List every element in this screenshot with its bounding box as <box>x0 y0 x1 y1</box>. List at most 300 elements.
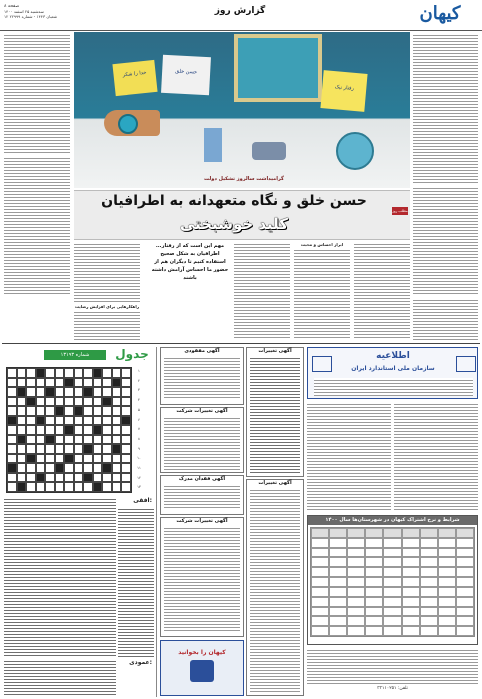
table-cell <box>347 577 365 587</box>
crossword-black-cell <box>55 463 65 473</box>
crossword-cell <box>93 378 103 388</box>
crossword-cell <box>45 454 55 464</box>
table-cell <box>347 626 365 636</box>
table-cell <box>329 548 347 558</box>
headline-band <box>74 190 410 240</box>
ad-box: آگهی فقدان مدرک <box>160 475 244 515</box>
car-toy-icon <box>252 142 286 160</box>
crossword-clues-h <box>4 497 116 657</box>
crossword-cell <box>7 473 17 483</box>
crossword-title: جدول <box>115 347 149 361</box>
article-col <box>4 156 70 296</box>
crossword-cell <box>36 397 46 407</box>
crossword-cell <box>102 482 112 492</box>
crossword-cell <box>102 416 112 426</box>
crossword-black-cell <box>17 387 27 397</box>
crossword-cell <box>55 397 65 407</box>
article-col <box>413 298 478 340</box>
article-col <box>74 310 140 340</box>
crossword-cell <box>102 425 112 435</box>
crossword-cell <box>17 378 27 388</box>
page-meta <box>4 4 64 19</box>
ad-box: آگهی تغییرات شرکت <box>160 517 244 637</box>
crossword-cell <box>7 454 17 464</box>
table-cell <box>420 567 438 577</box>
crossword-cell <box>45 416 55 426</box>
table-cell <box>438 577 456 587</box>
table-cell <box>402 577 420 587</box>
crossword-cell <box>74 368 84 378</box>
crossword-cell <box>83 435 93 445</box>
table-cell <box>438 538 456 548</box>
crossword-cell <box>83 425 93 435</box>
crossword-cell <box>83 416 93 426</box>
crossword-cell <box>17 368 27 378</box>
crossword-cell <box>121 368 131 378</box>
illustration-caption: گرامیداشت سالروز تشکیل دولت <box>204 176 284 182</box>
crossword-cell <box>64 444 74 454</box>
table-cell <box>383 528 401 538</box>
crossword-cell <box>74 444 84 454</box>
crossword-black-cell <box>93 482 103 492</box>
crossword-cell <box>102 406 112 416</box>
crossword-cell <box>93 454 103 464</box>
table-cell <box>365 607 383 617</box>
crossword-cell <box>93 435 103 445</box>
table-cell <box>438 548 456 558</box>
table-cell <box>311 557 329 567</box>
table-cell <box>402 607 420 617</box>
crossword-black-cell <box>93 425 103 435</box>
table-cell <box>456 548 474 558</box>
crossword-black-cell <box>7 416 17 426</box>
crossword-cell <box>45 378 55 388</box>
crossword-cell <box>17 406 27 416</box>
crossword-cell <box>112 425 122 435</box>
crossword-cell <box>64 416 74 426</box>
table-cell <box>402 538 420 548</box>
crossword-cell <box>55 378 65 388</box>
crossword-cell <box>64 435 74 445</box>
article-col <box>294 248 350 340</box>
crossword-cell <box>45 425 55 435</box>
crossword-cell <box>36 463 46 473</box>
horizontal-label: افقی: <box>133 497 152 504</box>
crossword-cell <box>17 397 27 407</box>
subscription-table <box>307 515 478 645</box>
sticky-note: حسن خلق <box>161 55 211 95</box>
table-cell <box>383 587 401 597</box>
section-title: گزارش روز <box>214 6 266 16</box>
crossword-col-numbers: ۱ ۲ ۳ ۴ ۵ ۶ ۷ ۸ ۹ ۱۰ ۱۱ ۱۲ ۱۳ <box>137 369 141 490</box>
crossword-cell <box>83 406 93 416</box>
crossword-cell <box>64 482 74 492</box>
crossword-cell <box>74 463 84 473</box>
crossword-cell <box>102 368 112 378</box>
table-cell <box>311 616 329 626</box>
crossword-cell <box>55 387 65 397</box>
table-cell <box>347 548 365 558</box>
table-cell <box>402 557 420 567</box>
crossword-cell <box>45 482 55 492</box>
sticky-note: خدا را شکر <box>112 60 157 96</box>
table-cell <box>420 607 438 617</box>
crossword-cell <box>7 378 17 388</box>
table-cell <box>365 577 383 587</box>
table-cell <box>438 557 456 567</box>
crossword-cell <box>26 368 36 378</box>
crossword-cell <box>121 387 131 397</box>
logo-text: کیهان <box>419 3 461 24</box>
crossword-cell <box>112 435 122 445</box>
crossword <box>4 347 154 697</box>
crossword-cell <box>74 435 84 445</box>
crossword-cell <box>74 397 84 407</box>
crossword-cell <box>55 435 65 445</box>
promo-banner <box>160 640 244 696</box>
table-cell <box>438 567 456 577</box>
table-cell <box>347 616 365 626</box>
globe-icon <box>336 132 374 170</box>
crossword-cell <box>74 416 84 426</box>
table-cell <box>329 567 347 577</box>
crossword-cell <box>112 406 122 416</box>
crossword-number: شماره ۱۳۱۹۳ <box>44 350 106 360</box>
table-cell <box>365 528 383 538</box>
table-cell <box>383 567 401 577</box>
text-column-right-top <box>413 33 478 183</box>
table-cell <box>438 587 456 597</box>
crossword-cell <box>36 378 46 388</box>
table-cell <box>456 538 474 548</box>
crossword-cell <box>121 473 131 483</box>
crossword-cell <box>93 463 103 473</box>
table-cell <box>383 548 401 558</box>
crossword-cell <box>55 482 65 492</box>
article-col <box>413 186 478 296</box>
table-cell <box>383 626 401 636</box>
table-cell <box>438 616 456 626</box>
crossword-cell <box>7 387 17 397</box>
crossword-cell <box>121 425 131 435</box>
crossword-cell <box>112 397 122 407</box>
crossword-cell <box>102 378 112 388</box>
table-cell <box>365 538 383 548</box>
crossword-cell <box>74 454 84 464</box>
table-cell <box>311 607 329 617</box>
crossword-cell <box>112 454 122 464</box>
table-cell <box>383 616 401 626</box>
table-cell <box>329 528 347 538</box>
table-cell <box>402 528 420 538</box>
table-cell <box>402 616 420 626</box>
table-cell <box>365 557 383 567</box>
crossword-cell <box>121 454 131 464</box>
crossword-cell <box>26 425 36 435</box>
table-cell <box>311 626 329 636</box>
table-cell <box>347 528 365 538</box>
crossword-cell <box>83 368 93 378</box>
crossword-black-cell <box>112 444 122 454</box>
crossword-cell <box>74 425 84 435</box>
masthead <box>0 0 482 31</box>
crossword-cell <box>93 416 103 426</box>
crossword-cell <box>7 406 17 416</box>
crossword-cell <box>45 406 55 416</box>
crossword-cell <box>26 463 36 473</box>
crossword-cell <box>26 416 36 426</box>
table-cell <box>383 538 401 548</box>
crossword-cell <box>74 387 84 397</box>
crossword-cell <box>17 444 27 454</box>
crossword-black-cell <box>17 435 27 445</box>
crossword-clues-h <box>118 507 154 657</box>
crossword-cell <box>121 463 131 473</box>
table-cell <box>420 587 438 597</box>
crossword-cell <box>26 473 36 483</box>
crossword-cell <box>64 387 74 397</box>
crossword-cell <box>17 416 27 426</box>
crossword-black-cell <box>55 406 65 416</box>
table-cell <box>420 528 438 538</box>
table-cell <box>365 597 383 607</box>
table-cell <box>402 587 420 597</box>
crossword-cell <box>93 387 103 397</box>
crossword-cell <box>36 482 46 492</box>
vertical-label: عمودی: <box>129 659 152 666</box>
crossword-cell <box>55 444 65 454</box>
promo-banner-text: کیهان را بخوانید <box>178 649 226 656</box>
crossword-black-cell <box>74 406 84 416</box>
table-cell <box>383 557 401 567</box>
crossword-cell <box>64 463 74 473</box>
crossword-cell <box>64 397 74 407</box>
crossword-cell <box>36 435 46 445</box>
divider <box>2 343 480 344</box>
window-frame <box>234 34 322 102</box>
crossword-cell <box>64 406 74 416</box>
headline: حسن خلق و نگاه متعهدانه به اطرافیان <box>101 193 367 209</box>
table-cell <box>456 587 474 597</box>
table-cell <box>456 557 474 567</box>
crossword-cell <box>112 416 122 426</box>
crossword-black-cell <box>102 397 112 407</box>
crossword-cell <box>26 444 36 454</box>
notice-box: آگهی تغییرات <box>246 347 304 477</box>
table-cell <box>438 528 456 538</box>
crossword-clues-v <box>4 659 116 695</box>
crossword-cell <box>45 463 55 473</box>
crossword-black-cell <box>93 368 103 378</box>
crossword-black-cell <box>45 387 55 397</box>
crossword-black-cell <box>102 463 112 473</box>
crossword-black-cell <box>36 416 46 426</box>
date-line-1: سه‌شنبه ۲۵ اسفند ۱۴۰۰ <box>4 9 44 14</box>
crossword-black-cell <box>83 473 93 483</box>
crossword-cell <box>17 425 27 435</box>
page-number: صفحه ۸ <box>4 4 20 9</box>
crossword-cell <box>45 397 55 407</box>
crossword-cell <box>7 435 17 445</box>
article-badge: مطلب روز <box>392 209 408 213</box>
crossword-cell <box>17 463 27 473</box>
crossword-cell <box>26 378 36 388</box>
divider <box>156 347 157 697</box>
crossword-cell <box>83 482 93 492</box>
subhead-a: ابراز احساس و محبت <box>300 242 344 247</box>
standard-logo <box>312 356 332 372</box>
crossword-black-cell <box>36 473 46 483</box>
crossword-cell <box>64 473 74 483</box>
table-cell <box>456 626 474 636</box>
crossword-cell <box>64 368 74 378</box>
crossword-cell <box>17 454 27 464</box>
table-cell <box>383 607 401 617</box>
crossword-cell <box>74 473 84 483</box>
table-cell <box>311 577 329 587</box>
crossword-cell <box>45 473 55 483</box>
table-cell <box>402 626 420 636</box>
table-cell <box>329 577 347 587</box>
crossword-cell <box>121 482 131 492</box>
crossword-cell <box>26 435 36 445</box>
crossword-cell <box>112 482 122 492</box>
crossword-cell <box>17 473 27 483</box>
table-cell <box>347 557 365 567</box>
crossword-cell <box>83 454 93 464</box>
table-cell <box>438 597 456 607</box>
crossword-cell <box>7 482 17 492</box>
standard-logo <box>456 356 476 372</box>
table-cell <box>456 567 474 577</box>
table-cell <box>456 616 474 626</box>
crossword-cell <box>36 406 46 416</box>
table-cell <box>456 577 474 587</box>
crossword-black-cell <box>121 416 131 426</box>
pull-quote-text: ...مهم این است که از رفتار اطرافیان به شکل صحیح استفاده کنیم تا دیگران هم از حضور ما احساس آرامش داشته باشند <box>151 243 229 281</box>
table-cell <box>365 626 383 636</box>
sticky-note: رفتار نیک <box>320 70 367 112</box>
crossword-cell <box>26 406 36 416</box>
crossword-grid <box>6 367 132 493</box>
crossword-black-cell <box>64 454 74 464</box>
crossword-black-cell <box>83 387 93 397</box>
pencil-cup-icon <box>204 128 222 162</box>
crossword-cell <box>55 454 65 464</box>
ad-box: آگهی مفقودی <box>160 347 244 405</box>
crossword-black-cell <box>64 378 74 388</box>
table-cell <box>347 567 365 577</box>
crossword-cell <box>26 387 36 397</box>
table-cell <box>420 548 438 558</box>
subheadline: کلید خوشبختی <box>179 215 289 233</box>
table-cell <box>329 538 347 548</box>
table-cell <box>438 626 456 636</box>
crossword-cell <box>93 473 103 483</box>
crossword-cell <box>7 368 17 378</box>
table-cell <box>456 528 474 538</box>
crossword-cell <box>45 368 55 378</box>
table-cell <box>311 587 329 597</box>
article-col <box>74 242 140 302</box>
crossword-black-cell <box>45 435 55 445</box>
table-cell <box>420 577 438 587</box>
crossword-cell <box>102 444 112 454</box>
date-line-2: ۱۲ شعبان ۱۴۴۳ - شماره ۲۲۹۹۹ <box>4 14 58 19</box>
crossword-cell <box>74 378 84 388</box>
crossword-black-cell <box>112 378 122 388</box>
crossword-cell <box>7 397 17 407</box>
table-cell <box>347 597 365 607</box>
table-cell <box>438 607 456 617</box>
crossword-cell <box>26 482 36 492</box>
table-cell <box>402 597 420 607</box>
crossword-cell <box>74 482 84 492</box>
crossword-cell <box>112 387 122 397</box>
table-cell <box>420 557 438 567</box>
table-cell <box>383 577 401 587</box>
crossword-cell <box>55 473 65 483</box>
crossword-cell <box>36 425 46 435</box>
table-cell <box>420 538 438 548</box>
main-ad-subtitle: سازمان ملی استاندارد ایران <box>351 365 435 372</box>
table-cell <box>420 616 438 626</box>
crossword-cell <box>102 454 112 464</box>
article-col <box>354 242 410 340</box>
crossword-black-cell <box>7 463 17 473</box>
notice-box: آگهی تغییرات <box>246 479 304 696</box>
crossword-cell <box>55 425 65 435</box>
crossword-cell <box>7 444 17 454</box>
table-cell <box>420 597 438 607</box>
subscription-notes <box>307 648 478 684</box>
crossword-cell <box>121 435 131 445</box>
subscription-grid <box>310 527 475 637</box>
phone-line: تلفن: ۳۳۱۱۰۲۵۱ <box>377 686 408 691</box>
article-col <box>234 242 290 340</box>
crossword-cell <box>93 444 103 454</box>
table-cell <box>311 597 329 607</box>
crossword-cell <box>83 397 93 407</box>
crossword-cell <box>83 463 93 473</box>
crossword-cell <box>102 387 112 397</box>
crossword-cell <box>121 406 131 416</box>
crossword-cell <box>121 444 131 454</box>
table-cell <box>329 626 347 636</box>
crossword-cell <box>121 378 131 388</box>
table-cell <box>402 548 420 558</box>
ad-text <box>394 402 478 512</box>
table-cell <box>365 567 383 577</box>
crossword-cell <box>102 435 112 445</box>
table-cell <box>347 538 365 548</box>
table-cell <box>402 567 420 577</box>
table-cell <box>329 607 347 617</box>
illustration <box>74 32 410 188</box>
text-column-left-top <box>4 33 70 153</box>
crossword-cell <box>112 463 122 473</box>
table-cell <box>365 616 383 626</box>
crossword-cell <box>121 397 131 407</box>
table-cell <box>329 597 347 607</box>
pull-quote <box>150 242 230 340</box>
main-ad-title: اطلاعیه <box>376 351 410 361</box>
table-cell <box>456 597 474 607</box>
table-cell <box>329 616 347 626</box>
crossword-cell <box>102 473 112 483</box>
crossword-black-cell <box>26 397 36 407</box>
crossword-cell <box>93 397 103 407</box>
